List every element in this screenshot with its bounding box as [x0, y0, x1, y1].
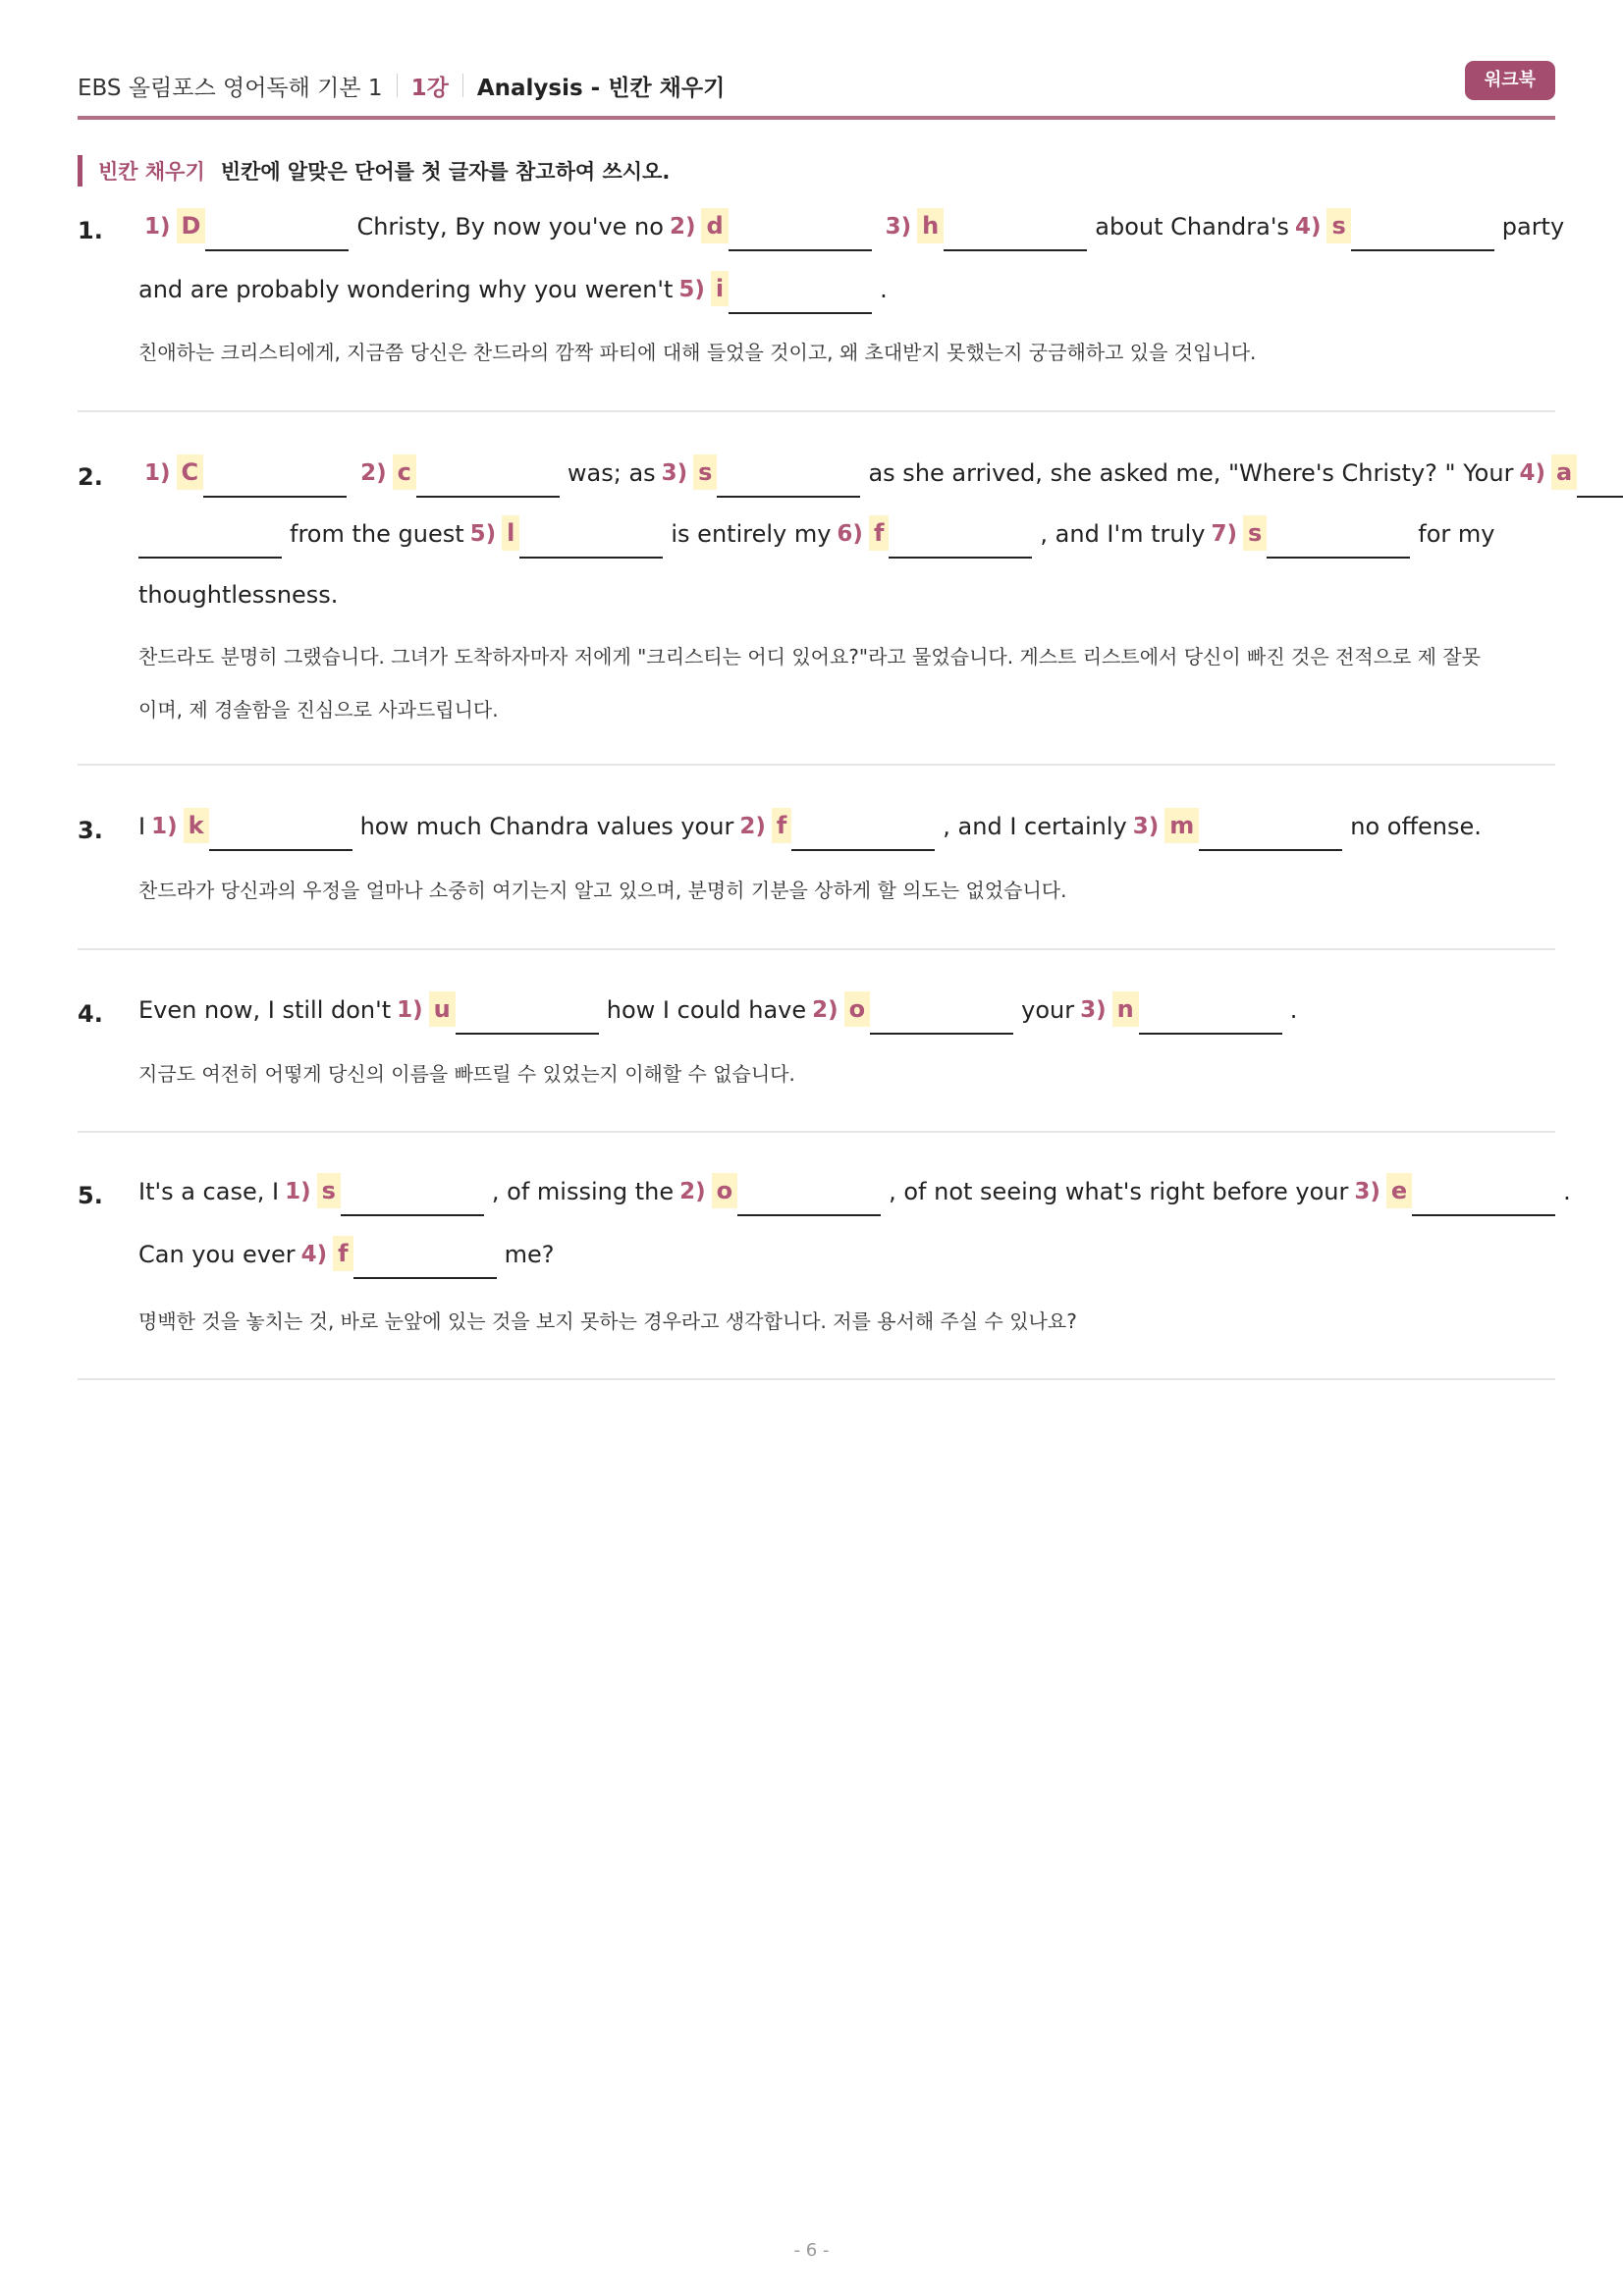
blank-hint-letter: m [1164, 808, 1199, 843]
blank-hint-letter: s [1243, 515, 1267, 551]
blank [670, 206, 872, 251]
korean-translation: 찬드라가 당신과의 우정을 얼마나 소중히 여기는지 알고 있으며, 분명히 기분을 상하게 할 의도는 없었습니다. [138, 879, 1067, 902]
blank-number: 1) [144, 460, 171, 486]
sentence-text: no offense. [1350, 813, 1482, 840]
sentence-text: . [880, 276, 888, 303]
blank-number: 2) [812, 997, 839, 1023]
blank [301, 1234, 497, 1279]
blank-number: 3) [1080, 997, 1107, 1023]
blank-hint-letter: i [711, 271, 729, 306]
blank-number: 5) [469, 521, 497, 547]
blank [1080, 989, 1282, 1035]
blank-number: 1) [151, 814, 178, 839]
sentence-text: how much Chandra values your [359, 813, 734, 840]
book-title: EBS 올림포스 영어독해 기본 1 [78, 75, 383, 101]
blank [138, 513, 282, 559]
blank-number: 6) [837, 521, 863, 547]
blank-hint-letter: e [1386, 1173, 1412, 1208]
answer-line[interactable] [717, 453, 860, 498]
sentence-line [138, 984, 1297, 1035]
blank-hint-letter: C [177, 454, 204, 490]
blank [397, 989, 599, 1035]
workbook-badge: 워크북 [1465, 61, 1555, 100]
page-header [78, 61, 1555, 110]
section-instruction: 빈칸에 알맞은 단어를 첫 글자를 참고하여 쓰시오. [220, 160, 671, 184]
blank-hint-letter: c [393, 454, 416, 490]
sentence-text: as she arrived, she asked me, "Where's Christy? " Your [868, 459, 1514, 487]
sentence-line [138, 447, 1623, 498]
answer-line[interactable] [353, 1234, 497, 1279]
blank-hint-letter: a [1551, 454, 1577, 490]
blank-number: 4) [1294, 214, 1322, 240]
answer-line[interactable] [1267, 513, 1410, 559]
blank-hint-letter: s [1326, 208, 1350, 243]
answer-line[interactable] [456, 989, 599, 1035]
sentence-text: , of not seeing what's right before your [889, 1178, 1349, 1205]
section-accent-bar [78, 155, 82, 187]
section-heading [78, 155, 670, 187]
blank-hint-letter: s [693, 454, 717, 490]
problem-number: 1. [78, 217, 103, 244]
blank-number: 2) [360, 460, 387, 486]
blank [679, 1171, 881, 1216]
answer-line[interactable] [729, 269, 872, 314]
blank-hint-letter: d [701, 208, 728, 243]
blank-hint-letter: f [333, 1236, 352, 1271]
blank [285, 1171, 484, 1216]
blank [678, 269, 872, 314]
blank-hint-letter: n [1112, 991, 1139, 1027]
sentence-text: for my [1418, 520, 1495, 548]
header-divider [462, 74, 463, 97]
answer-line[interactable] [889, 513, 1032, 559]
sentence-line [138, 263, 888, 314]
answer-line[interactable] [944, 206, 1087, 251]
problem-divider [78, 764, 1555, 766]
blank-hint-letter: u [429, 991, 456, 1027]
blank-number: 7) [1211, 521, 1237, 547]
korean-translation: 친애하는 크리스티에게, 지금쯤 당신은 찬드라의 깜짝 파티에 대해 들었을 것이고, 왜 초대받지 못했는지 궁금해하고 있을 것입니다. [138, 341, 1257, 364]
sentence-text: . [1289, 996, 1298, 1024]
blank-number: 1) [285, 1179, 311, 1204]
problem-number: 2. [78, 463, 103, 491]
blank-hint-letter: k [184, 808, 209, 843]
answer-line[interactable] [1577, 453, 1623, 498]
sentence-text: , of missing the [491, 1178, 675, 1205]
answer-line[interactable] [1351, 206, 1494, 251]
blank-number: 2) [669, 214, 696, 240]
sentence-text: . [1563, 1178, 1571, 1205]
problem-number: 4. [78, 1000, 103, 1028]
blank [886, 206, 1088, 251]
blank-hint-letter: o [712, 1173, 738, 1208]
blank-number: 3) [1132, 814, 1160, 839]
sentence-text: Christy, By now you've no [356, 213, 664, 240]
answer-line[interactable] [203, 453, 347, 498]
header-rule [78, 116, 1555, 120]
blank-number: 2) [739, 814, 766, 839]
blank-number: 1) [144, 214, 171, 240]
sentence-text: and are probably wondering why you weren't [138, 276, 674, 303]
sentence-text: Even now, I still don't [138, 996, 392, 1024]
section-label: 빈칸 채우기 [98, 160, 205, 184]
blank [144, 206, 349, 251]
problem-divider [78, 410, 1555, 412]
sentence-line [138, 800, 1482, 851]
answer-line[interactable] [519, 513, 663, 559]
sentence-text: It's a case, I [138, 1178, 280, 1205]
blank [837, 513, 1032, 559]
blank-hint-letter: f [869, 515, 889, 551]
sentence-text: Can you ever [138, 1241, 296, 1268]
blank-hint-letter: o [844, 991, 871, 1027]
sentence-line [138, 1228, 555, 1279]
sentence-text: I [138, 813, 146, 840]
page-number: - 6 - [793, 2240, 830, 2261]
problem-number: 3. [78, 817, 103, 844]
sentence-text: , and I certainly [943, 813, 1127, 840]
sentence-text: from the guest [290, 520, 464, 548]
blank [1295, 206, 1494, 251]
sentence-text: how I could have [606, 996, 807, 1024]
blank-number: 3) [885, 214, 912, 240]
lesson-number: 1강 [410, 75, 449, 101]
sentence-text: about Chandra's [1095, 213, 1289, 240]
blank-hint-letter: s [317, 1173, 341, 1208]
answer-line[interactable] [791, 806, 935, 851]
korean-translation: 지금도 여전히 어떻게 당신의 이름을 빠뜨릴 수 있었는지 이해할 수 없습니다. [138, 1062, 795, 1086]
blank-hint-letter: l [502, 515, 519, 551]
answer-line[interactable] [138, 513, 282, 559]
answer-line[interactable] [729, 206, 872, 251]
blank [1354, 1171, 1555, 1216]
blank-number: 4) [300, 1242, 328, 1267]
answer-line[interactable] [205, 206, 349, 251]
blank [360, 453, 560, 498]
sentence-line [138, 568, 338, 619]
problem-divider [78, 1131, 1555, 1133]
blank [1211, 513, 1410, 559]
answer-line[interactable] [737, 1171, 881, 1216]
answer-line[interactable] [1199, 806, 1342, 851]
blank [739, 806, 935, 851]
answer-line[interactable] [416, 453, 560, 498]
blank-number: 3) [1354, 1179, 1380, 1204]
sentence-text: your [1021, 996, 1075, 1024]
blank-hint-letter: D [177, 208, 206, 243]
blank-hint-letter: h [917, 208, 944, 243]
blank [144, 453, 347, 498]
blank [151, 806, 352, 851]
korean-translation: 이며, 제 경솔함을 진심으로 사과드립니다. [138, 698, 499, 721]
sentence-text: , and I'm truly [1040, 520, 1206, 548]
problem-divider [78, 1378, 1555, 1380]
blank [662, 453, 861, 498]
sentence-line [138, 1165, 1571, 1216]
sentence-text: party [1501, 213, 1565, 240]
sentence-line [138, 507, 1495, 559]
sentence-text: thoughtlessness. [138, 581, 339, 609]
blank-number: 4) [1519, 460, 1545, 486]
problem-divider [78, 948, 1555, 950]
blank [1519, 453, 1623, 498]
header-divider [397, 74, 398, 97]
sentence-text: was; as [567, 459, 656, 487]
sentence-text: is entirely my [671, 520, 832, 548]
sentence-line [138, 200, 1564, 251]
blank-number: 5) [678, 277, 705, 302]
blank [1133, 806, 1343, 851]
page-title: Analysis - 빈칸 채우기 [476, 75, 726, 101]
answer-line[interactable] [1412, 1171, 1555, 1216]
sentence-text: me? [504, 1241, 555, 1268]
blank-number: 3) [661, 460, 688, 486]
korean-translation: 찬드라도 분명히 그랬습니다. 그녀가 도착하자마자 저에게 "크리스티는 어디 있어요?"라고 물었습니다. 게스트 리스트에서 당신이 빠진 것은 전적으로 제 잘못 [138, 645, 1481, 668]
answer-line[interactable] [209, 806, 352, 851]
blank-hint-letter: f [772, 808, 791, 843]
korean-translation: 명백한 것을 놓치는 것, 바로 눈앞에 있는 것을 보지 못하는 경우라고 생각합니다. 저를 용서해 주실 수 있나요? [138, 1309, 1077, 1333]
answer-line[interactable] [1139, 989, 1282, 1035]
blank [812, 989, 1013, 1035]
problem-number: 5. [78, 1182, 103, 1209]
blank-number: 1) [397, 997, 423, 1023]
blank [470, 513, 664, 559]
blank-number: 2) [679, 1179, 706, 1204]
answer-line[interactable] [341, 1171, 484, 1216]
answer-line[interactable] [870, 989, 1013, 1035]
